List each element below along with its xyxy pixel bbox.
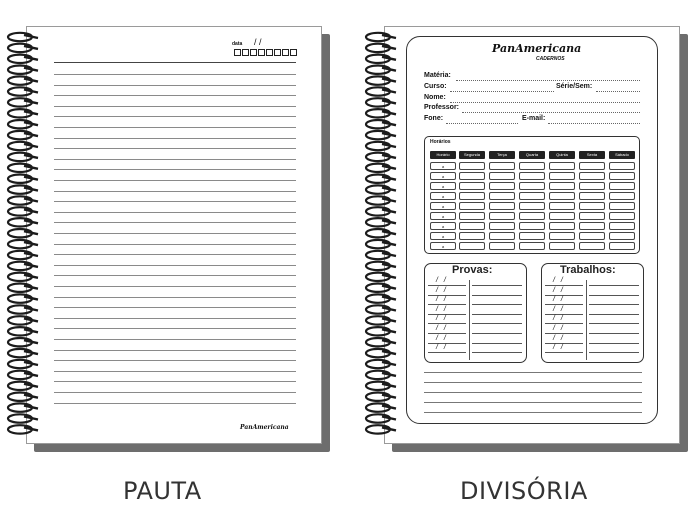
spiral-ring [366,273,396,281]
spiral-ring [366,120,396,128]
spiral-ring [366,305,396,313]
day-header: Segunda [459,151,485,159]
spiral-ring [366,393,396,401]
date-line [545,304,583,305]
ruled-line [424,402,642,403]
schedule-cell [519,202,545,210]
schedule-cell [459,162,485,170]
entry-line [589,304,639,305]
schedule-cell: a [430,182,456,190]
entry-line [589,295,639,296]
spiral-ring [366,196,396,204]
schedule-cell [549,202,575,210]
ruled-line [424,412,642,413]
entry-line [472,285,522,286]
entry-line [472,333,522,334]
spiral-ring [366,349,396,357]
schedule-cell [489,162,515,170]
entry-line [589,323,639,324]
spiral-ring [366,164,396,172]
spiral-ring [366,371,396,379]
field-curso-label: Curso: [424,83,447,90]
brand-logo: PanAmericana [240,424,289,431]
schedule-cell [609,242,635,250]
date-mark: / / [553,315,565,322]
field-nome-label: Nome: [424,94,446,101]
brand-subtitle: CADERNOS [536,56,565,62]
entry-line [589,343,639,344]
schedule-cell [459,242,485,250]
field-fone-label: Fone: [424,115,444,122]
schedule-cell [519,242,545,250]
date-mark: / / [553,335,565,342]
spiral-ring [366,142,396,150]
schedule-cell: a [430,192,456,200]
spiral-ring [366,414,396,422]
entry-line [589,352,639,353]
schedule-cell [459,192,485,200]
date-line [428,352,466,353]
schedule-cell [459,202,485,210]
day-header: Sábado [609,151,635,159]
schedule-cell [609,222,635,230]
spiral-ring [366,76,396,84]
day-header: Terça [489,151,515,159]
field-serie-line [596,91,640,92]
schedule-cell [519,232,545,240]
date-mark: / / [436,287,448,294]
ruled-line [424,382,642,383]
spiral-ring [366,425,396,433]
date-mark: / / [553,306,565,313]
schedule-cell [609,232,635,240]
date-mark: / / [436,296,448,303]
schedule-cell [579,242,605,250]
schedule-cell [519,192,545,200]
schedule-cell: a [430,222,456,230]
schedule-cell: a [430,202,456,210]
schedule-cell: a [430,162,456,170]
date-mark: / / [553,287,565,294]
date-line [545,352,583,353]
column-divider [469,280,470,360]
spiral-ring [366,153,396,161]
spiral-binding [362,28,402,448]
schedule-cell [549,242,575,250]
schedule-cell: a [430,172,456,180]
schedule-cell [459,212,485,220]
schedule-cell [549,192,575,200]
field-nome-line [450,102,640,103]
date-line [428,323,466,324]
schedule-cell [579,192,605,200]
ruled-line [424,392,642,393]
spiral-ring [366,240,396,248]
field-fone-line [446,123,518,124]
spiral-ring [366,207,396,215]
column-divider [586,280,587,360]
date-mark: / / [553,277,565,284]
entry-line [472,314,522,315]
schedule-cell [549,222,575,230]
schedule-cell [519,182,545,190]
day-header: Quinta [549,151,575,159]
schedule-cell [459,172,485,180]
spiral-ring [366,360,396,368]
entry-line [589,285,639,286]
date-line [428,285,466,286]
date-line [545,323,583,324]
schedule-cell [579,212,605,220]
spiral-ring [366,284,396,292]
schedule-cell [609,192,635,200]
field-materia-line [456,80,640,81]
entry-line [472,352,522,353]
date-line [545,333,583,334]
day-header: Sexta [579,151,605,159]
entry-line [589,314,639,315]
trabalhos-title: Trabalhos: [560,264,616,276]
schedule-cell [519,172,545,180]
schedule-cell [609,212,635,220]
date-mark: / / [436,306,448,313]
date-line [428,304,466,305]
schedule-cell [459,232,485,240]
date-mark: / / [436,335,448,342]
field-serie-label: Série/Sem: [556,83,593,90]
spiral-ring [366,229,396,237]
spiral-ring [366,262,396,270]
spiral-ring [366,98,396,106]
spiral-ring [366,294,396,302]
schedule-cell [489,222,515,230]
schedule-cell: a [430,232,456,240]
schedule-cell [459,182,485,190]
field-curso-line [450,91,554,92]
day-header: Quarta [519,151,545,159]
caption-divisoria: DIVISÓRIA [460,477,588,505]
schedule-cell [489,212,515,220]
schedule-cell [609,162,635,170]
schedule-cell [579,202,605,210]
schedule-cell [609,172,635,180]
date-slashes: / / [254,37,262,47]
brand-logo: PanAmericana [492,42,582,55]
schedule-cell [579,182,605,190]
spiral-ring [366,338,396,346]
spiral-ring [366,382,396,390]
caption-pauta: PAUTA [123,477,202,505]
schedule-cell [549,182,575,190]
schedule-cell [489,182,515,190]
date-line [545,285,583,286]
spiral-ring [366,109,396,117]
date-mark: / / [553,344,565,351]
date-mark: / / [436,315,448,322]
spiral-ring [366,131,396,139]
schedule-cell: a [430,242,456,250]
spiral-ring [366,327,396,335]
spiral-ring [366,175,396,183]
date-mark: / / [436,325,448,332]
field-email-label: E-mail: [522,115,546,122]
date-label: data [232,41,243,47]
ruled-line [424,372,642,373]
spiral-ring [366,66,396,74]
schedule-cell [489,232,515,240]
entry-line [472,295,522,296]
day-header: Horário [430,151,456,159]
entry-line [472,323,522,324]
field-professor-line [462,112,640,113]
schedule-cell [579,222,605,230]
date-line [428,333,466,334]
entry-line [589,333,639,334]
date-mark: / / [436,344,448,351]
spiral-ring [366,403,396,411]
schedule-cell [579,162,605,170]
schedule-cell [519,212,545,220]
schedule-cell: a [430,212,456,220]
spiral-ring [366,87,396,95]
schedule-cell [459,222,485,230]
schedule-cell [549,172,575,180]
date-mark: / / [436,277,448,284]
entry-line [472,343,522,344]
date-mark: / / [553,296,565,303]
spiral-ring [366,185,396,193]
schedule-cell [549,162,575,170]
schedule-cell [489,242,515,250]
spiral-ring [366,218,396,226]
schedule-cell [609,202,635,210]
schedule-cell [609,182,635,190]
spiral-ring [366,316,396,324]
date-mark: / / [553,325,565,332]
provas-title: Provas: [452,264,493,276]
field-email-line [548,123,640,124]
schedule-cell [489,192,515,200]
spiral-ring [366,44,396,52]
schedule-cell [489,202,515,210]
schedule-cell [549,232,575,240]
field-materia-label: Matéria: [424,72,451,79]
schedule-cell [489,172,515,180]
schedule-cell [519,162,545,170]
schedule-title: Horários [430,139,451,145]
field-professor-label: Professor: [424,104,460,111]
spiral-ring [366,55,396,63]
schedule-cell [549,212,575,220]
spiral-ring [366,251,396,259]
schedule-cell [519,222,545,230]
entry-line [472,304,522,305]
brand-block [486,42,586,64]
spiral-ring [366,33,396,41]
schedule-cell [579,172,605,180]
schedule-cell [579,232,605,240]
